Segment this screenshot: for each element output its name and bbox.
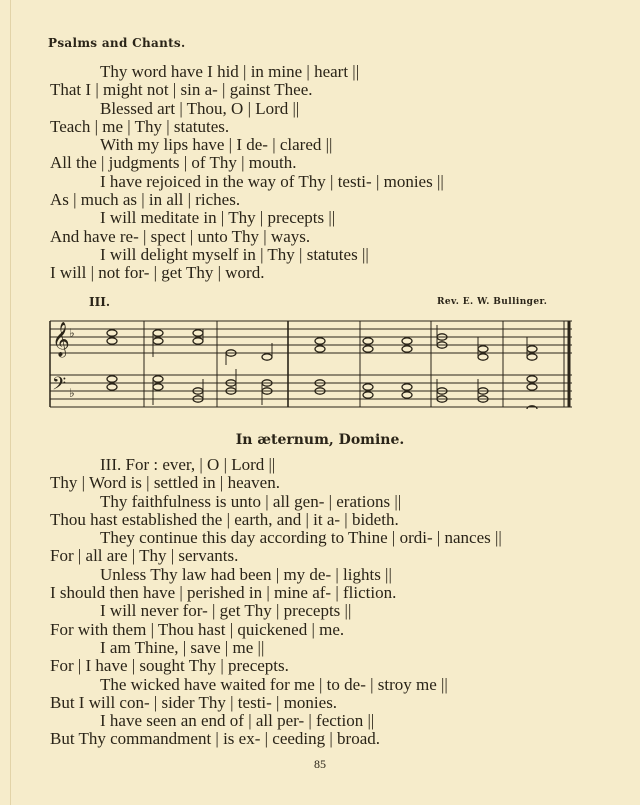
chant-number: III. [89, 295, 111, 309]
running-header: Psalms and Chants. [48, 36, 186, 50]
verse-line: I will delight myself in | Thy | statutes || [100, 244, 369, 264]
verse-line: All the | judgments | of Thy | mouth. [50, 153, 297, 173]
section-title: In æternum, Domine. [235, 432, 405, 448]
verse-line: I will never for- | get Thy | precepts || [100, 601, 352, 621]
verse-line: I will meditate in | Thy | precepts || [100, 208, 336, 228]
bass-stems [153, 369, 478, 405]
verse-line: I should then have | perished in | mine af- | fliction. [50, 583, 397, 603]
verse-line: I will | not for- | get Thy | word. [50, 263, 265, 283]
verse-line: I have rejoiced in the way of Thy | testi- | monies || [100, 171, 444, 191]
verse-line: With my lips have | I de- | clared || [100, 135, 333, 155]
verse-line: For with them | Thou hast | quickened | me. [50, 619, 345, 639]
treble-clef-icon: 𝄞 [52, 322, 70, 357]
verse-line: Thy word have I hid | in mine | heart || [100, 62, 360, 81]
verse-line: I have seen an end of | all per- | fection || [100, 711, 375, 731]
verse-line: And have re- | spect | unto Thy | ways. [50, 226, 311, 246]
verse-line: Thy | Word is | settled in | heaven. [50, 473, 280, 493]
verse-line: But I will con- | sider Thy | testi- | monies. [50, 692, 338, 712]
verse-line: They continue this day according to Thine | ordi- | nances || [100, 528, 502, 548]
bass-flat-icon: ♭ [69, 386, 75, 400]
verse-line: That I | might not | sin a- | gainst Thee. [50, 80, 313, 100]
bass-staff [50, 375, 572, 407]
verse-line: But Thy commandment | is ex- | ceeding | broad. [50, 729, 380, 749]
verse-line: Thy faithfulness is unto | all gen- | erations || [100, 491, 402, 511]
bass-notes [107, 376, 537, 409]
treble-staff [50, 321, 572, 353]
bass-clef-icon: 𝄢 [52, 374, 67, 399]
page-number: 85 [314, 757, 326, 771]
verse-line: III. For : ever, | O | Lord || [100, 455, 276, 474]
chant-score [45, 313, 580, 409]
chant-composer: Rev. E. W. Bullinger. [437, 297, 548, 307]
upper-psalm-text [50, 63, 444, 283]
lower-psalm-text [50, 456, 502, 749]
verse-line: Teach | me | Thy | statutes. [50, 116, 230, 136]
verse-line: As | much as | in all | riches. [50, 190, 241, 210]
page-fold [10, 0, 11, 805]
verse-line: I am Thine, | save | me || [100, 637, 265, 657]
verse-line: For | all are | Thy | servants. [50, 546, 239, 566]
treble-flat-icon: ♭ [69, 326, 75, 340]
verse-line: For | I have | sought Thy | precepts. [50, 656, 289, 676]
verse-line: The wicked have waited for me | to de- | stroy me || [100, 674, 448, 694]
barlines [50, 321, 569, 407]
verse-line: Blessed art | Thou, O | Lord || [100, 98, 300, 118]
verse-line: Thou hast established the | earth, and | it a- | bideth. [50, 509, 399, 529]
verse-line: Unless Thy law had been | my de- | lights || [100, 564, 392, 584]
